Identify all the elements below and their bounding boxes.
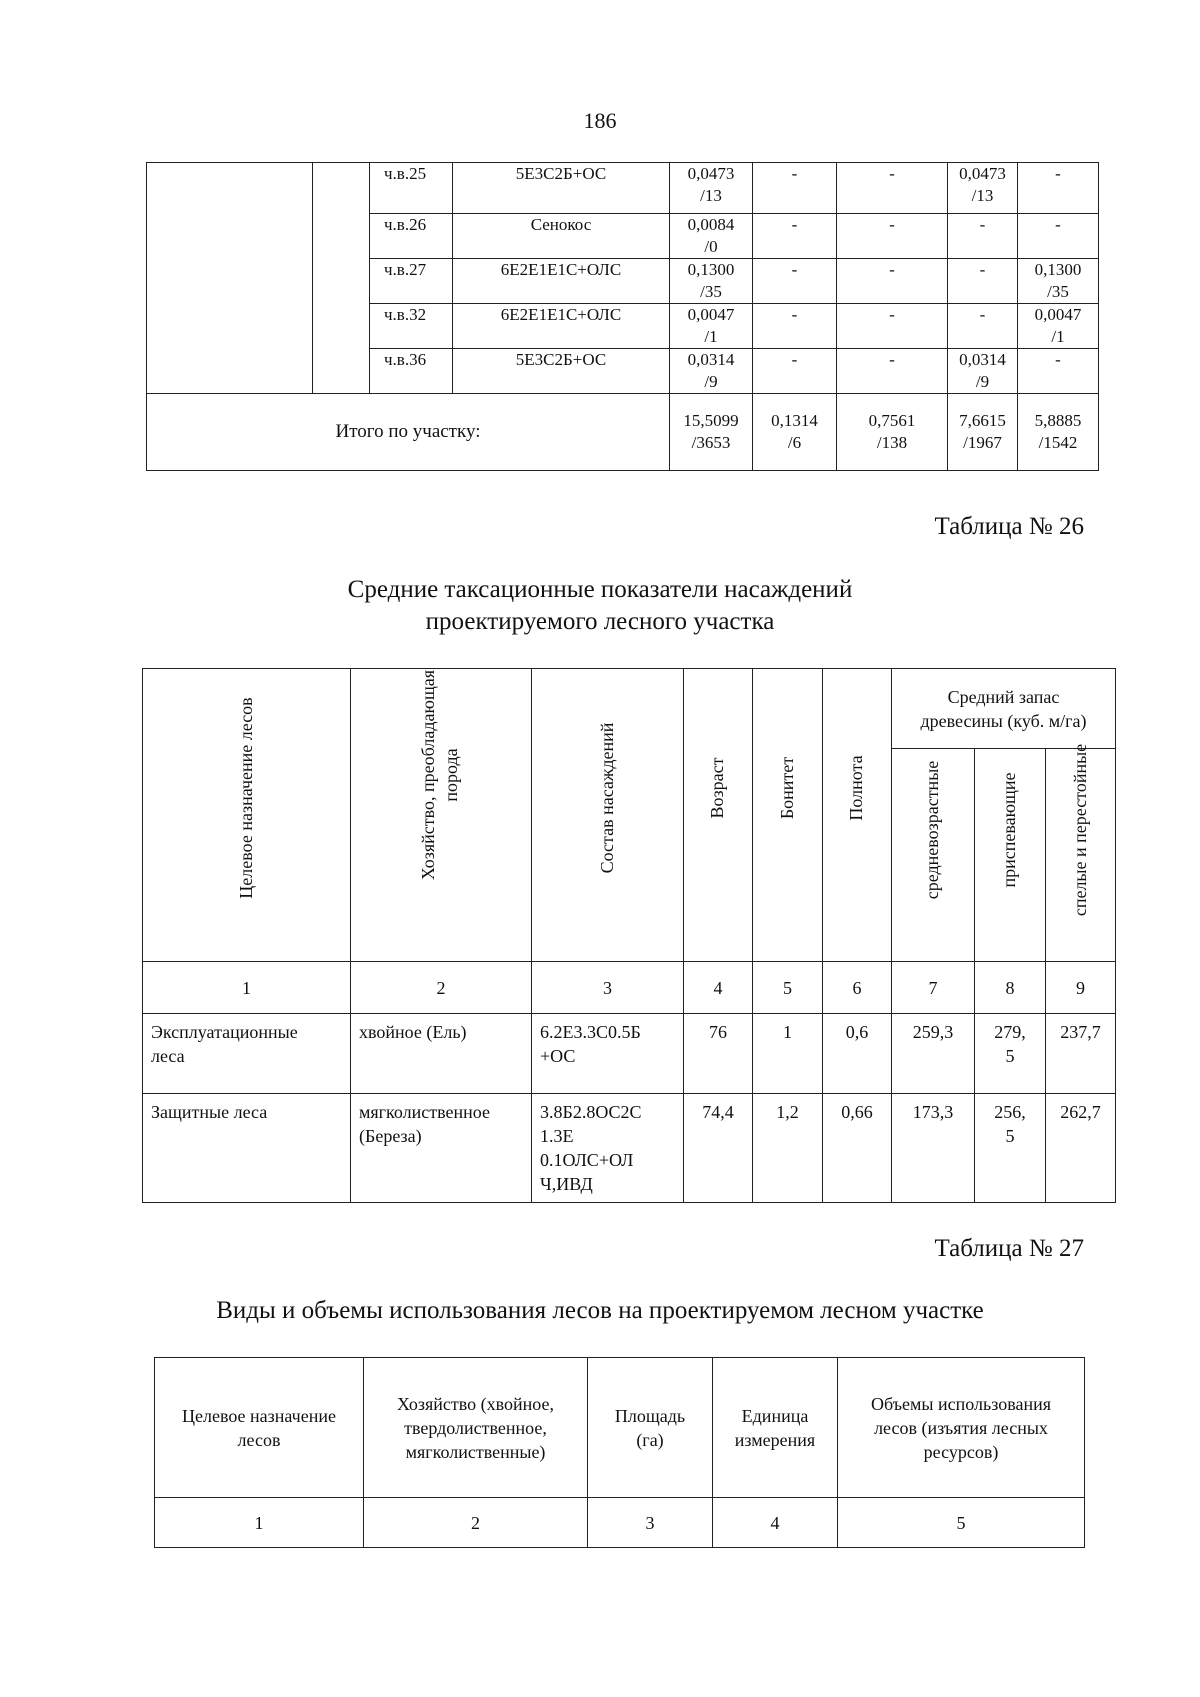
table-27-caption: Таблица № 27 [934, 1235, 1084, 1262]
blank-cell [147, 163, 313, 394]
total-value: 5,8885 /1542 [1018, 394, 1099, 471]
column-number: 2 [364, 1498, 588, 1548]
area-value: - [948, 214, 1018, 259]
column-number: 1 [155, 1498, 364, 1548]
total-row [147, 394, 1099, 471]
table-27 [154, 1357, 1085, 1548]
table-27-column-number-row [155, 1498, 1085, 1548]
pre-ripe-stock: 279, 5 [975, 1014, 1046, 1094]
farm-cell: хвойное (Ель) [351, 1014, 532, 1094]
column-number: 4 [684, 962, 753, 1014]
table-row [143, 1014, 1116, 1094]
density-cell: 0,6 [823, 1014, 892, 1094]
table-26 [142, 668, 1116, 1203]
bonitet-cell: 1,2 [753, 1094, 823, 1203]
header-cell: Целевое назначение лесов [155, 1358, 364, 1498]
area-value: - [1018, 214, 1099, 259]
ripe-stock: 262,7 [1046, 1094, 1116, 1203]
mid-age-stock: 259,3 [892, 1014, 975, 1094]
plot-code: ч.в.32 [370, 304, 453, 349]
area-value: - [753, 259, 837, 304]
stand-composition: Сенокос [453, 214, 670, 259]
column-number: 6 [823, 962, 892, 1014]
header-cell: Площадь (га) [588, 1358, 713, 1498]
area-value: - [837, 349, 948, 394]
age-cell: 74,4 [684, 1094, 753, 1203]
total-value: 0,7561 /138 [837, 394, 948, 471]
blank-cell [313, 163, 370, 394]
plot-code: ч.в.26 [370, 214, 453, 259]
column-number: 5 [838, 1498, 1085, 1548]
area-value: - [753, 163, 837, 214]
table-26-title [0, 574, 1200, 638]
area-value: - [1018, 349, 1099, 394]
table-row [143, 1094, 1116, 1203]
column-number: 3 [588, 1498, 713, 1548]
header-pre-ripe: приспевающие [975, 749, 1046, 962]
table-27-header-row [155, 1358, 1085, 1498]
area-value: - [948, 259, 1018, 304]
header-ripe: спелые и перестойные [1046, 749, 1116, 962]
bonitet-cell: 1 [753, 1014, 823, 1094]
stand-composition: 6Е2Е1Е1С+ОЛС [453, 304, 670, 349]
column-number: 9 [1046, 962, 1116, 1014]
area-value: 0,0314 /9 [670, 349, 753, 394]
composition-cell: 6.2Е3.3С0.5Б +ОС [532, 1014, 684, 1094]
column-number: 1 [143, 962, 351, 1014]
table-26-title-line1: Средние таксационные показатели насаждений [347, 576, 853, 603]
area-value: - [837, 163, 948, 214]
header-density: Полнота [823, 669, 892, 962]
area-value: - [753, 214, 837, 259]
area-value: 0,1300 /35 [1018, 259, 1099, 304]
composition-cell: 3.8Б2.8ОС2С 1.3Е 0.1ОЛС+ОЛ Ч,ИВД [532, 1094, 684, 1203]
area-value: - [1018, 163, 1099, 214]
area-value: 0,1300 /35 [670, 259, 753, 304]
area-value: - [837, 214, 948, 259]
purpose-cell: Эксплуатационные леса [143, 1014, 351, 1094]
area-value: - [753, 304, 837, 349]
area-value: 0,0047 /1 [1018, 304, 1099, 349]
plot-code: ч.в.27 [370, 259, 453, 304]
column-number: 4 [713, 1498, 838, 1548]
total-value: 15,5099 /3653 [670, 394, 753, 471]
header-purpose: Целевое назначение лесов [143, 669, 351, 962]
column-number: 8 [975, 962, 1046, 1014]
header-cell: Объемы использования лесов (изъятия лесных ресурсов) [838, 1358, 1085, 1498]
column-number: 3 [532, 962, 684, 1014]
page-number: 186 [583, 108, 617, 133]
column-number: 2 [351, 962, 532, 1014]
area-value: 0,0047 /1 [670, 304, 753, 349]
stand-composition: 6Е2Е1Е1С+ОЛС [453, 259, 670, 304]
pre-ripe-stock: 256, 5 [975, 1094, 1046, 1203]
stand-composition: 5Е3С2Б+ОС [453, 163, 670, 214]
header-farm: Хозяйство, преобладающая порода [351, 669, 532, 962]
total-value: 7,6615 /1967 [948, 394, 1018, 471]
ripe-stock: 237,7 [1046, 1014, 1116, 1094]
area-value: - [837, 259, 948, 304]
table-26-caption: Таблица № 26 [934, 513, 1084, 540]
table-continuation [146, 162, 1099, 471]
area-value: - [948, 304, 1018, 349]
farm-cell: мягколиственное (Береза) [351, 1094, 532, 1203]
purpose-cell: Защитные леса [143, 1094, 351, 1203]
area-value: - [753, 349, 837, 394]
header-composition: Состав насаждений [532, 669, 684, 962]
plot-code: ч.в.36 [370, 349, 453, 394]
header-cell: Единица измерения [713, 1358, 838, 1498]
header-cell: Хозяйство (хвойное, твердолиственное, мягколиственные) [364, 1358, 588, 1498]
header-stock-group: Средний запас древесины (куб. м/га) [892, 669, 1116, 749]
column-number-row [143, 962, 1116, 1014]
area-value: 0,0473 /13 [948, 163, 1018, 214]
stand-composition: 5Е3С2Б+ОС [453, 349, 670, 394]
table-row [147, 163, 1099, 214]
total-value: 0,1314 /6 [753, 394, 837, 471]
age-cell: 76 [684, 1014, 753, 1094]
table-26-title-line2: проектируемого лесного участка [425, 608, 775, 635]
mid-age-stock: 173,3 [892, 1094, 975, 1203]
plot-code: ч.в.25 [370, 163, 453, 214]
area-value: 0,0473 /13 [670, 163, 753, 214]
area-value: 0,0314 /9 [948, 349, 1018, 394]
table-27-title: Виды и объемы использования лесов на проектируемом лесном участке [216, 1297, 984, 1324]
area-value: 0,0084 /0 [670, 214, 753, 259]
column-number: 5 [753, 962, 823, 1014]
header-bonitet: Бонитет [753, 669, 823, 962]
column-number: 7 [892, 962, 975, 1014]
area-value: - [837, 304, 948, 349]
header-mid-age: средневозрастные [892, 749, 975, 962]
density-cell: 0,66 [823, 1094, 892, 1203]
total-label: Итого по участку: [147, 394, 670, 471]
header-age: Возраст [684, 669, 753, 962]
